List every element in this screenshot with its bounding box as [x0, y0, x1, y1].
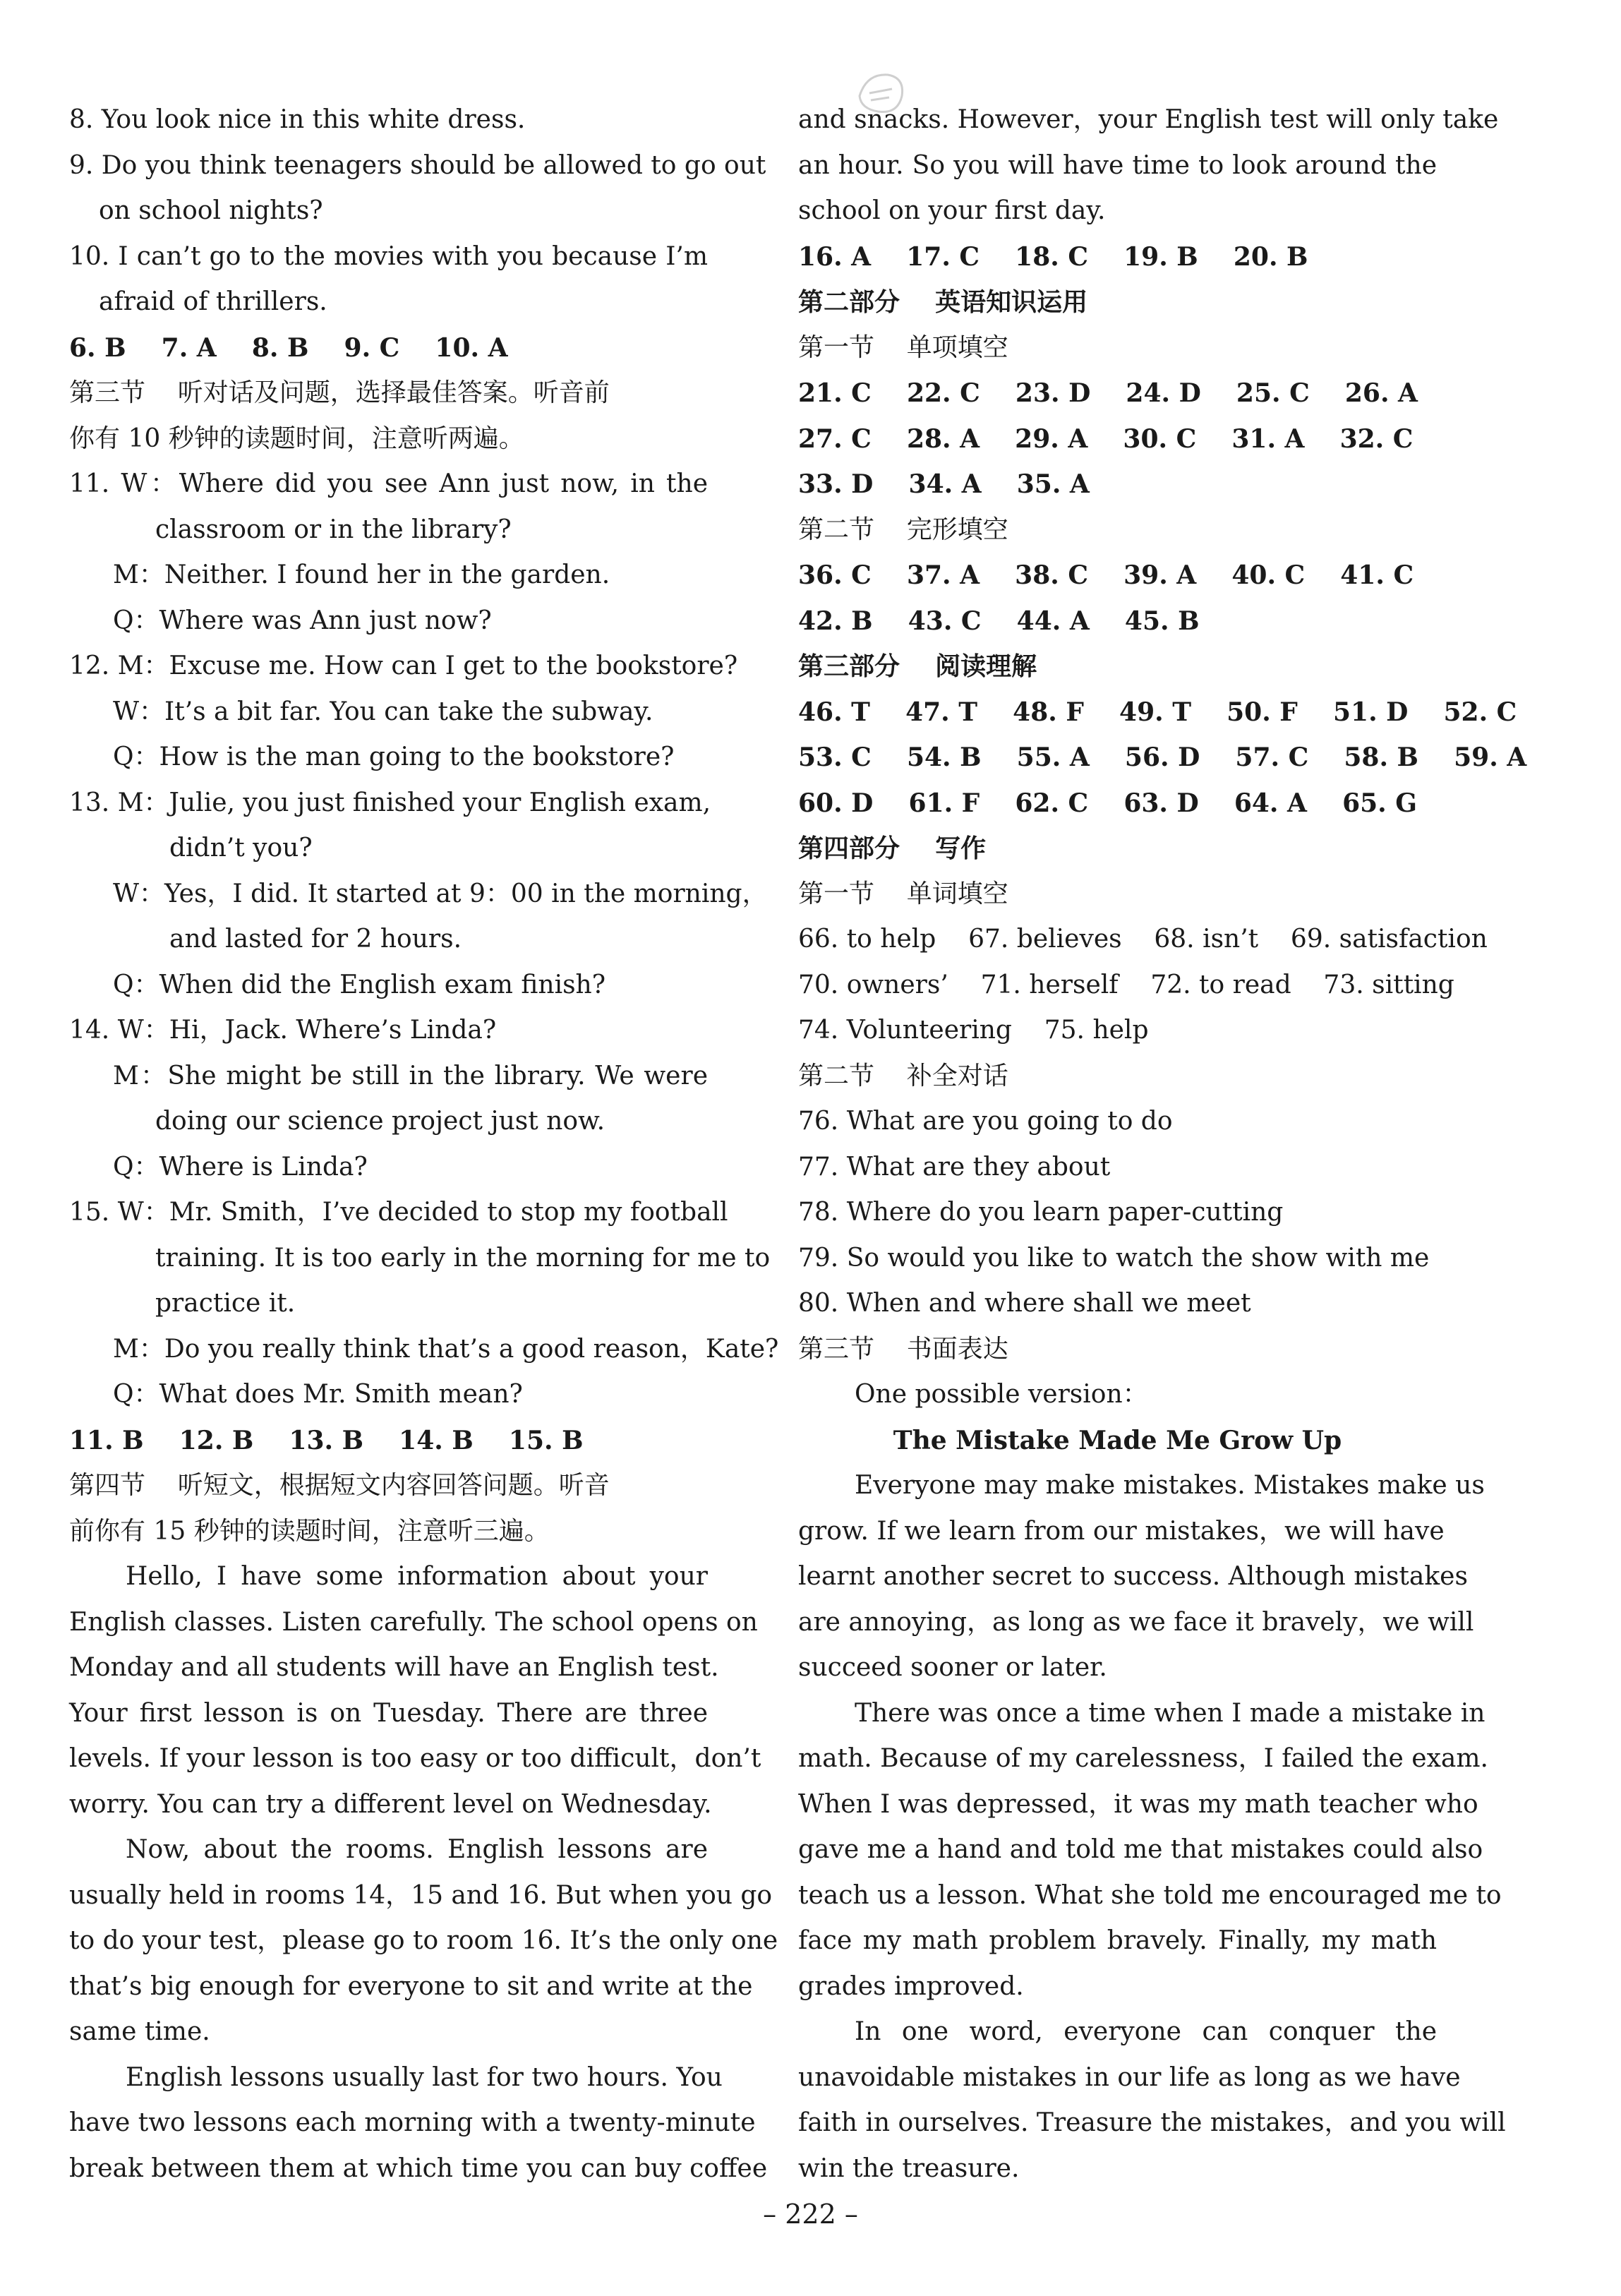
right-column [798, 97, 1527, 2192]
passage-line: to do your test，please go to room 16. It’s the only one [69, 1926, 778, 1955]
answer-line: 53. C 54. B 55. A 56. D 57. C 58. B 59. A [798, 743, 1527, 772]
passage-line: Your first lesson is on Tuesday. There are three [69, 1698, 708, 1728]
dialogue-line: Q：When did the English exam finish? [113, 970, 606, 999]
passage-line: an hour. So you will have time to look around the [798, 150, 1437, 180]
text-line: 8. You look nice in this white dress. [69, 105, 526, 134]
answer-line: 60. D 61. F 62. C 63. D 64. A 65. G [798, 788, 1417, 818]
dialogue-line: practice it. [155, 1289, 296, 1318]
section-heading: 第三节 听对话及问题，选择最佳答案。听音前 [69, 378, 610, 407]
dialogue-line: Q：How is the man going to the bookstore? [113, 743, 675, 771]
passage-line: and snacks. However，your English test will only take [798, 105, 1499, 134]
text-line: afraid of thrillers. [99, 287, 327, 316]
essay-line: succeed sooner or later. [798, 1653, 1107, 1682]
dialogue-line: M：Do you really think that’s a good reason，Kate? [113, 1334, 779, 1364]
section-heading: 第一节 单项填空 [798, 332, 1008, 362]
text-line: 9. Do you think teenagers should be allowed to go out [69, 150, 766, 180]
dialogue-line: 14. W：Hi，Jack. Where’s Linda? [69, 1016, 497, 1045]
passage-line: break between them at which time you can buy coffee [69, 2153, 768, 2183]
essay-line: learnt another secret to success. Although mistakes [798, 1562, 1468, 1591]
essay-line: Everyone may make mistakes. Mistakes make us [855, 1471, 1485, 1500]
dialogue-line: didn’t you? [169, 834, 313, 862]
dialogue-line: M：She might be still in the library. We were [113, 1061, 708, 1090]
answer-line: 70. owners’ 71. herself 72. to read 73. sitting [798, 970, 1454, 999]
passage-line: Monday and all students will have an English test. [69, 1653, 719, 1682]
passage-line: English classes. Listen carefully. The school opens on [69, 1607, 758, 1637]
dialogue-line: W：It’s a bit far. You can take the subway. [113, 697, 653, 726]
passage-line: levels. If your lesson is too easy or too difficult，don’t [69, 1744, 761, 1773]
part-heading: 第四部分 写作 [798, 834, 987, 863]
answer-line: 76. What are you going to do [798, 1107, 1173, 1136]
passage-line: have two lessons each morning with a twenty-minute [69, 2108, 756, 2137]
dialogue-line: and lasted for 2 hours. [169, 925, 462, 954]
answer-line: 79. So would you like to watch the show with me [798, 1243, 1430, 1273]
section-heading: 你有 10 秒钟的读题时间，注意听两遍。 [69, 423, 524, 453]
dialogue-line: doing our science project just now. [155, 1107, 605, 1136]
answer-line: 6. B 7. A 8. B 9. C 10. A [69, 332, 508, 363]
dialogue-line: Q：Where is Linda? [113, 1152, 368, 1182]
answer-line: 78. Where do you learn paper-cutting [798, 1198, 1284, 1227]
essay-line: When I was depressed，it was my math teacher who [798, 1789, 1478, 1819]
dialogue-line: W：Yes，I did. It started at 9：00 in the morning， [113, 879, 768, 908]
dialogue-line: Q：Where was Ann just now? [113, 606, 492, 635]
essay-line: teach us a lesson. What she told me encouraged me to [798, 1880, 1502, 1910]
essay-line: face my math problem bravely. Finally, my math [798, 1926, 1437, 1955]
part-heading: 第二部分 英语知识运用 [798, 287, 1088, 317]
essay-line: unavoidable mistakes in our life as long as we have [798, 2062, 1461, 2092]
dialogue-line: Q：What does Mr. Smith mean? [113, 1380, 523, 1409]
text-line: 10. I can’t go to the movies with you because I’m [69, 241, 708, 271]
section-heading: 第二节 完形填空 [798, 515, 1008, 544]
answer-line: 74. Volunteering 75. help [798, 1016, 1149, 1045]
essay-title: The Mistake Made Me Grow Up [893, 1425, 1342, 1455]
section-heading: 第一节 单词填空 [798, 879, 1008, 908]
part-heading: 第三部分 阅读理解 [798, 651, 1037, 681]
answer-line: 46. T 47. T 48. F 49. T 50. F 51. D 52. C [798, 697, 1517, 727]
answer-line: 33. D 34. A 35. A [798, 469, 1090, 499]
essay-line: There was once a time when I made a mistake in [855, 1698, 1486, 1728]
passage-line: school on your first day. [798, 196, 1106, 225]
text-line: on school nights? [99, 196, 323, 225]
essay-line: In one word, everyone can conquer the [855, 2017, 1437, 2046]
passage-line: Now, about the rooms. English lessons are [126, 1835, 708, 1864]
essay-line: grow. If we learn from our mistakes，we will have [798, 1516, 1445, 1546]
essay-line: gave me a hand and told me that mistakes could also [798, 1835, 1483, 1864]
dialogue-line: 13. M：Julie, you just finished your English exam, [69, 788, 711, 817]
essay-line: grades improved. [798, 1971, 1024, 2001]
passage-line: worry. You can try a different level on Wednesday. [69, 1789, 712, 1819]
answer-line: 77. What are they about [798, 1152, 1111, 1182]
passage-line: usually held in rooms 14，15 and 16. But when you go [69, 1880, 773, 1910]
answer-line: 80. When and where shall we meet [798, 1289, 1251, 1318]
answer-line: 27. C 28. A 29. A 30. C 31. A 32. C [798, 423, 1414, 454]
passage-line: English lessons usually last for two hours. You [126, 2062, 723, 2092]
version-label: One possible version： [855, 1380, 1148, 1409]
answer-line: 21. C 22. C 23. D 24. D 25. C 26. A [798, 378, 1418, 408]
page-number: – 222 – [763, 2199, 858, 2230]
passage-line: that’s big enough for everyone to sit and write at the [69, 1971, 753, 2001]
dialogue-line: 12. M：Excuse me. How can I get to the bookstore? [69, 651, 738, 680]
essay-line: math. Because of my carelessness，I failed the exam. [798, 1744, 1488, 1773]
section-heading: 前你有 15 秒钟的读题时间，注意听三遍。 [69, 1516, 550, 1546]
left-column [69, 97, 779, 2192]
answer-line: 36. C 37. A 38. C 39. A 40. C 41. C [798, 560, 1414, 590]
passage-line: Hello, I have some information about your [126, 1562, 708, 1591]
answer-line: 42. B 43. C 44. A 45. B [798, 606, 1200, 636]
essay-line: win the treasure. [798, 2153, 1020, 2183]
answer-line: 16. A 17. C 18. C 19. B 20. B [798, 241, 1308, 272]
section-heading: 第三节 书面表达 [798, 1334, 1008, 1364]
essay-line: are annoying，as long as we face it bravely，we will [798, 1607, 1474, 1637]
dialogue-line: classroom or in the library? [155, 515, 512, 544]
dialogue-line: M：Neither. I found her in the garden. [113, 560, 610, 589]
passage-line: same time. [69, 2017, 210, 2046]
dialogue-line: 11. W：Where did you see Ann just now, in the [69, 469, 708, 498]
section-heading: 第二节 补全对话 [798, 1061, 1008, 1090]
dialogue-line: 15. W：Mr. Smith，I’ve decided to stop my football [69, 1198, 728, 1227]
dialogue-line: training. It is too early in the morning for me to [155, 1243, 771, 1273]
essay-line: faith in ourselves. Treasure the mistakes，and you will [798, 2108, 1506, 2137]
section-heading: 第四节 听短文，根据短文内容回答问题。听音 [69, 1471, 610, 1500]
answer-line: 66. to help 67. believes 68. isn’t 69. satisfaction [798, 925, 1488, 954]
answer-line: 11. B 12. B 13. B 14. B 15. B [69, 1425, 584, 1455]
